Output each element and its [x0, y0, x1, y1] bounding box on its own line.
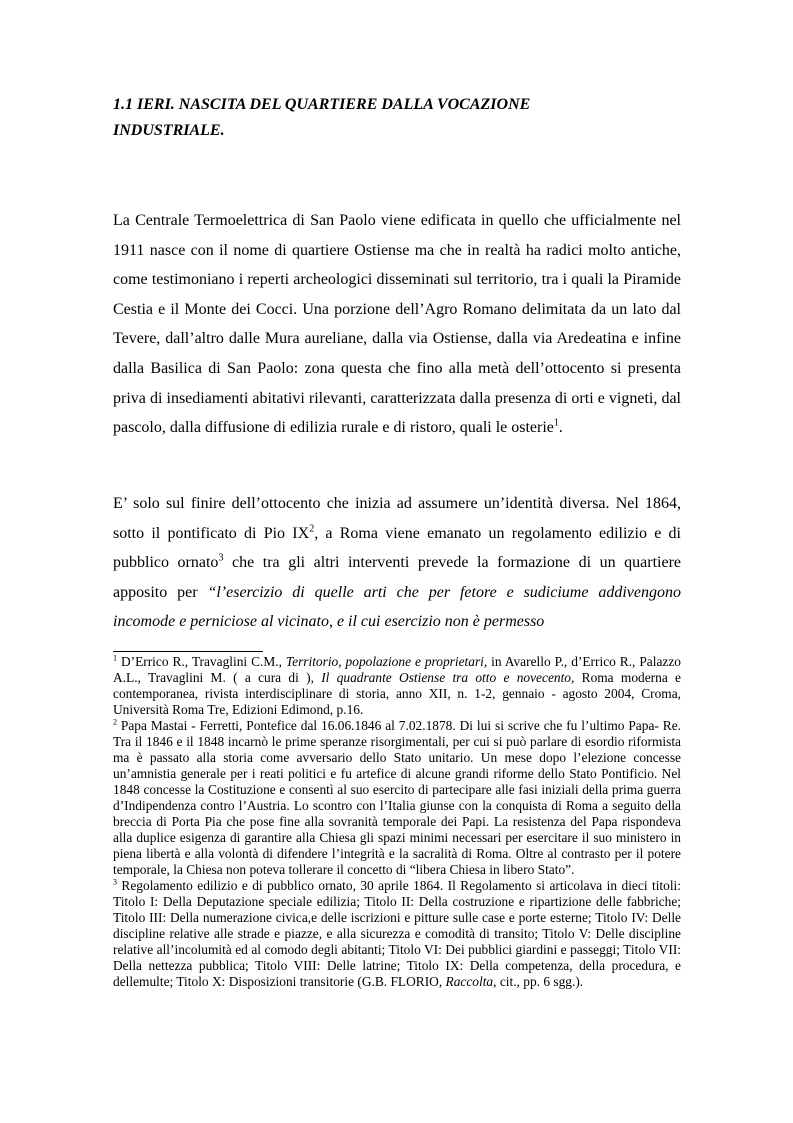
footnotes — [113, 654, 681, 990]
footnote-3-text-b: , cit., pp. 6 sgg.). — [493, 974, 584, 989]
footnote-3-title: Raccolta — [445, 974, 494, 989]
footnote-ref-3[interactable]: 3 — [218, 552, 224, 564]
footnote-2-number: 2 — [113, 717, 117, 727]
footnote-1-number: 1 — [113, 653, 117, 663]
section-heading — [113, 92, 681, 144]
footnote-1-title-b: Il quadrante Ostiense tra otto e novecento, — [321, 670, 575, 685]
footnote-2 — [113, 718, 681, 878]
paragraph-2 — [113, 489, 681, 637]
footnote-3-number: 3 — [113, 877, 117, 887]
footnote-ref-1[interactable]: 1 — [553, 417, 559, 429]
footnote-2-text: Papa Mastai - Ferretti, Pontefice dal 16.06.1846 al 7.02.1878. Di lui si scrive che fu l’ultimo Papa- Re. Tra il 1846 e il 1848 incarnò le prime speranze risorgimentali, per cui si può parlare di esordio riformista ma è passato alla storia come avversario dello Stato unitario. Un mese dopo l’elezione concesse un’amnistia generale per i reati politici e fu artefice di alcune grandi riforme dello Stato Pontificio. Nel 1848 concesse la Costituzione e consentì al suo esercito di partecipare alle fasi iniziali della prima guerra d’Indipendenza contro l’Austria. Lo scontro con l’Italia giunse con la conquista di Roma a seguito della breccia di Porta Pia che pose fine alla sovranità temporale dei Papi. La resistenza del Papa rispondeva alla duplice esigenza di garantire alla Chiesa gli spazi minimi necessari per esercitare il suo ministero in piena libertà e alla volontà di difendere l’integrità e la sacralità di Roma. Oltre al contrasto per il potere temporale, la Chiesa non poteva tollerare il concetto di “libera Chiesa in libero Stato”. — [113, 718, 681, 877]
paragraph-2-part-3: che tra gli altri interventi prevede la formazione di un quartiere apposito per — [113, 554, 681, 601]
footnote-ref-2[interactable]: 2 — [309, 523, 315, 535]
paragraph-2-quote: “l’esercizio di quelle arti che per fetore e sudiciume addivengono incomode e perniciose al vicinato, e il cui esercizio non è permesso — [113, 583, 681, 631]
footnote-separator — [113, 651, 263, 652]
footnote-1-text-c: Roma moderna e contemporanea, rivista interdisciplinare di storia, anno XII, n. 1-2, gennaio - agosto 2004, Croma, Università Roma Tre, Edizioni Edimond, p.16. — [113, 670, 681, 717]
footnote-1-title-a: Territorio, popolazione e proprietari, — [285, 654, 488, 669]
footnote-3 — [113, 878, 681, 990]
paragraph-1-text: La Centrale Termoelettrica di San Paolo viene edificata in quello che ufficialmente nel 1911 nasce con il nome di quartiere Ostiense ma che in realtà ha radici molto antiche, come testimoniano i reperti archeologici disseminati sul territorio, tra i quali la Piramide Cestia e il Monte dei Cocci. Una porzione dell’Agro Romano delimitata da un lato dal Tevere, dall’altro dalle Mura aureliane, dalla via Ostiense, dalla via Aredeatina e infine dalla Basilica di San Paolo: zona questa che fino alla metà dell’ottocento si presenta priva di insediamenti abitativi rilevanti, caratterizzata dalla presenza di orti e vigneti, dal pascolo, dalla diffusione di edilizia rurale e di ristoro, quali le osterie — [113, 212, 681, 437]
footnote-3-text-a: Regolamento edilizio e di pubblico ornato, 30 aprile 1864. Il Regolamento si articolava in dieci titoli: Titolo I: Della Deputazione speciale edilizia; Titolo II: Della costruzione e ripartizione delle fabbriche; Titolo III: Della numerazione civica,e delle iscrizioni e pitture sulle case e porte esterne; Titolo IV: Delle discipline relative alle strade e piazze, e alla sicurezza e comodità di transito; Titolo V: Delle discipline relative all’incolumità ed al comodo degli abitanti; Titolo VI: Dei pubblici giardini e passeggi; Titolo VII: Della nettezza pubblica; Titolo VIII: Delle latrine; Titolo IX: Della competenza, della procedura, e dellemulte; Titolo X: Disposizioni transitorie (G.B. FLORIO, — [113, 878, 681, 989]
footnote-1-text-b: in Avarello P., d’Errico R., Palazzo A.L., Travaglini M. ( a cura di ), — [113, 654, 681, 685]
paragraph-2-part-2: , a Roma viene emanato un regolamento edilizio e di pubblico ornato — [113, 524, 681, 572]
heading-line-2: INDUSTRIALE. — [113, 122, 225, 139]
heading-line-1: 1.1 IERI. NASCITA DEL QUARTIERE DALLA VOCAZIONE — [113, 96, 531, 113]
footnote-1 — [113, 654, 681, 718]
footnote-1-text-a: D’Errico R., Travaglini C.M., — [117, 654, 286, 669]
paragraph-1 — [113, 206, 681, 443]
paragraph-2-part-1: E’ solo sul finire dell’ottocento che inizia ad assumere un’identità diversa. Nel 1864, sotto il pontificato di Pio IX — [113, 495, 681, 542]
paragraph-1-end: . — [558, 419, 563, 437]
